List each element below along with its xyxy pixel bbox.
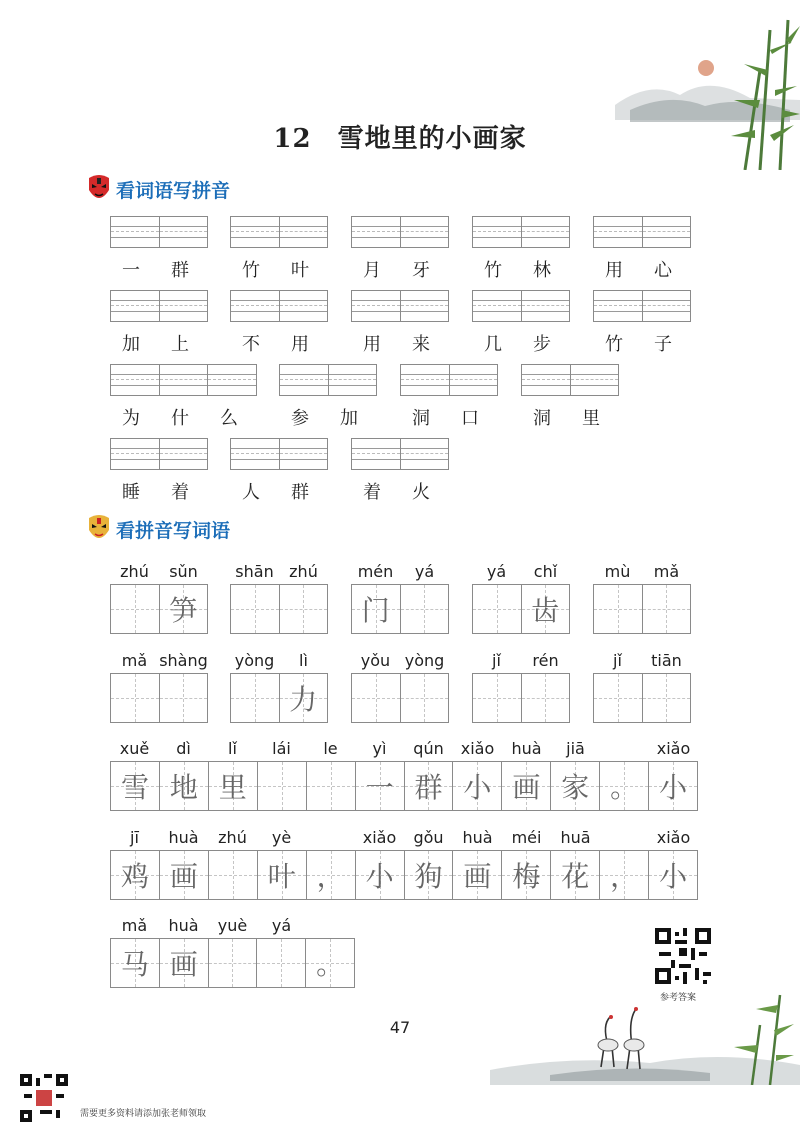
word-character: 来	[412, 334, 430, 355]
character-cell[interactable]	[258, 851, 307, 899]
pinyin-writing-grid[interactable]	[400, 364, 498, 396]
character-text: 画	[512, 771, 541, 804]
word-character: 竹	[242, 260, 260, 281]
character-cell[interactable]	[209, 851, 258, 899]
character-cell[interactable]	[111, 939, 160, 987]
section1-heading-text: 看词语写拼音	[116, 179, 231, 202]
pinyin-label: xiǎo	[656, 739, 691, 758]
word-character: 竹	[484, 260, 502, 281]
sentence-writing-grid[interactable]	[110, 938, 355, 988]
pinyin-label: yá	[414, 562, 435, 581]
pinyin-cell[interactable]	[352, 291, 401, 321]
pinyin-label: méi	[511, 828, 542, 847]
pinyin-label: yòng	[234, 651, 275, 670]
pinyin-writing-grid[interactable]	[593, 290, 691, 322]
word-writing-grid[interactable]	[472, 584, 570, 634]
character-cell[interactable]	[522, 585, 570, 633]
pinyin-label: xuě	[119, 739, 150, 758]
lesson-title	[0, 118, 800, 155]
word-writing-grid[interactable]	[593, 584, 691, 634]
pinyin-writing-grid[interactable]	[472, 290, 570, 322]
pinyin-writing-grid[interactable]	[279, 364, 377, 396]
pinyin-label: mǎ	[653, 562, 680, 581]
pinyin-cell[interactable]	[401, 365, 450, 395]
character-cell[interactable]	[231, 674, 280, 722]
pinyin-label: shàng	[159, 651, 208, 670]
character-text: 雪	[120, 771, 149, 804]
character-cell[interactable]	[473, 674, 522, 722]
pinyin-cell[interactable]	[594, 291, 643, 321]
pinyin-label: yuè	[217, 916, 248, 935]
lesson-name: 雪地里的小画家	[337, 124, 527, 154]
word-character: 一	[122, 260, 140, 281]
character-cell[interactable]	[306, 939, 354, 987]
character-cell[interactable]	[258, 762, 307, 810]
pinyin-label: huà	[462, 828, 493, 847]
pinyin-label: lǐ	[228, 739, 237, 758]
pinyin-writing-grid[interactable]	[351, 216, 449, 248]
character-text: 门	[361, 594, 390, 627]
pinyin-cell[interactable]	[280, 217, 328, 247]
word-character: 林	[533, 260, 551, 281]
pinyin-label: xiǎo	[460, 739, 495, 758]
pinyin-label: lì	[299, 651, 308, 670]
character-cell[interactable]	[160, 674, 208, 722]
word-character: 什	[171, 408, 189, 429]
character-text: 地	[169, 771, 198, 804]
word-writing-grid[interactable]	[351, 584, 449, 634]
character-cell[interactable]	[522, 674, 570, 722]
word-character: 步	[533, 334, 551, 355]
pinyin-label: yá	[486, 562, 507, 581]
pinyin-cell[interactable]	[111, 217, 160, 247]
word-character: 参	[291, 408, 309, 429]
word-character: 里	[582, 408, 600, 429]
pinyin-label: qún	[413, 739, 444, 758]
pinyin-label: tiān	[651, 651, 682, 670]
word-character: 么	[220, 408, 238, 429]
character-cell[interactable]	[453, 762, 502, 810]
word-writing-grid[interactable]	[110, 584, 208, 634]
character-cell[interactable]	[257, 939, 306, 987]
word-character: 竹	[605, 334, 623, 355]
word-character: 火	[412, 482, 430, 503]
character-text: ，	[316, 860, 345, 893]
pinyin-label: gǒu	[413, 828, 444, 847]
pinyin-cell[interactable]	[522, 217, 570, 247]
character-cell[interactable]	[352, 674, 401, 722]
pinyin-label: xiǎo	[656, 828, 691, 847]
character-text: 梅	[512, 860, 541, 893]
word-character: 上	[171, 334, 189, 355]
section2-heading-text: 看拼音写词语	[116, 519, 231, 542]
pinyin-label: yè	[271, 828, 292, 847]
pinyin-writing-grid[interactable]	[110, 364, 257, 396]
character-text: 齿	[531, 594, 560, 627]
character-cell[interactable]	[231, 585, 280, 633]
word-character: 群	[171, 260, 189, 281]
pinyin-cell[interactable]	[280, 439, 328, 469]
word-character: 着	[363, 482, 381, 503]
pinyin-writing-grid[interactable]	[593, 216, 691, 248]
word-character: 加	[340, 408, 358, 429]
character-cell[interactable]	[209, 762, 258, 810]
pinyin-cell[interactable]	[160, 291, 208, 321]
word-character: 洞	[412, 408, 430, 429]
pinyin-cell[interactable]	[473, 291, 522, 321]
character-text: 小	[659, 860, 688, 893]
sentence-writing-grid[interactable]	[110, 761, 698, 811]
pinyin-cell[interactable]	[111, 439, 160, 469]
character-cell[interactable]	[160, 585, 208, 633]
pinyin-cell[interactable]	[401, 291, 449, 321]
character-cell[interactable]	[600, 762, 649, 810]
pinyin-label: rén	[532, 651, 559, 670]
word-character: 加	[122, 334, 140, 355]
character-cell[interactable]	[643, 674, 691, 722]
character-cell[interactable]	[356, 762, 405, 810]
character-text: 画	[463, 860, 492, 893]
pinyin-label: jǐ	[613, 651, 622, 670]
pinyin-cell[interactable]	[594, 217, 643, 247]
character-cell[interactable]	[453, 851, 502, 899]
character-cell[interactable]	[551, 851, 600, 899]
pinyin-cell[interactable]	[231, 439, 280, 469]
word-writing-grid[interactable]	[472, 673, 570, 723]
pinyin-cell[interactable]	[352, 217, 401, 247]
word-character: 群	[291, 482, 309, 503]
pinyin-label: yá	[271, 916, 292, 935]
character-cell[interactable]	[405, 851, 454, 899]
sentence-writing-grid[interactable]	[110, 850, 698, 900]
pinyin-writing-grid[interactable]	[351, 290, 449, 322]
character-cell[interactable]	[280, 674, 328, 722]
character-text: 马	[120, 948, 149, 981]
character-cell[interactable]	[473, 585, 522, 633]
character-cell[interactable]	[356, 851, 405, 899]
word-character: 用	[605, 260, 623, 281]
answer-qr-code	[655, 928, 711, 984]
pinyin-label: shān	[235, 562, 274, 581]
pinyin-cell[interactable]	[522, 365, 571, 395]
opera-mask-red-icon	[86, 174, 112, 204]
character-cell[interactable]	[594, 674, 643, 722]
pinyin-label: huà	[168, 916, 199, 935]
character-cell[interactable]	[401, 585, 449, 633]
character-cell[interactable]	[649, 851, 697, 899]
character-text: 鸡	[120, 860, 149, 893]
character-text: 家	[561, 771, 590, 804]
character-text: 里	[218, 771, 247, 804]
pinyin-label: mén	[357, 562, 394, 581]
character-cell[interactable]	[111, 762, 160, 810]
pinyin-label: yòng	[404, 651, 445, 670]
character-cell[interactable]	[352, 585, 401, 633]
character-cell[interactable]	[280, 585, 328, 633]
word-character: 人	[242, 482, 260, 503]
pinyin-writing-grid[interactable]	[230, 216, 328, 248]
pinyin-label: huā	[560, 828, 591, 847]
pinyin-cell[interactable]	[473, 217, 522, 247]
word-character: 睡	[122, 482, 140, 503]
pinyin-label: zhú	[289, 562, 318, 581]
opera-mask-yellow-icon	[86, 514, 112, 544]
pinyin-label: chǐ	[533, 562, 558, 581]
word-character: 为	[122, 408, 140, 429]
character-text: 群	[414, 771, 443, 804]
character-text: 画	[169, 860, 198, 893]
section-heading-words-to-pinyin	[86, 174, 230, 204]
pinyin-label: mù	[604, 562, 631, 581]
character-cell[interactable]	[551, 762, 600, 810]
character-cell[interactable]	[209, 939, 258, 987]
character-cell[interactable]	[307, 762, 356, 810]
character-cell[interactable]	[160, 851, 209, 899]
pinyin-cell[interactable]	[352, 439, 401, 469]
pinyin-label: huà	[511, 739, 542, 758]
pinyin-label: le	[323, 739, 338, 758]
pinyin-label: mǎ	[121, 916, 148, 935]
word-character: 着	[171, 482, 189, 503]
character-text: 小	[365, 860, 394, 893]
word-character: 不	[242, 334, 260, 355]
character-text: 。	[316, 948, 345, 981]
word-character: 子	[654, 334, 672, 355]
word-character: 月	[363, 260, 381, 281]
qr-code-label: 参考答案	[660, 993, 697, 1003]
character-cell[interactable]	[111, 585, 160, 633]
word-character: 用	[363, 334, 381, 355]
character-text: 画	[169, 948, 198, 981]
pinyin-cell[interactable]	[329, 365, 377, 395]
pinyin-writing-grid[interactable]	[472, 216, 570, 248]
pinyin-label: mǎ	[121, 651, 148, 670]
pinyin-cell[interactable]	[231, 291, 280, 321]
word-character: 心	[654, 260, 672, 281]
character-cell[interactable]	[502, 851, 551, 899]
pinyin-label: jiā	[566, 739, 585, 758]
word-character: 口	[461, 408, 479, 429]
pinyin-cell[interactable]	[643, 217, 691, 247]
pinyin-label: sǔn	[169, 562, 198, 581]
character-text: 小	[659, 771, 688, 804]
pinyin-writing-grid[interactable]	[110, 290, 208, 322]
word-character: 洞	[533, 408, 551, 429]
word-writing-grid[interactable]	[110, 673, 208, 723]
word-writing-grid[interactable]	[230, 673, 328, 723]
pinyin-cell[interactable]	[401, 217, 449, 247]
pinyin-label: zhú	[120, 562, 149, 581]
pinyin-cell[interactable]	[643, 291, 691, 321]
character-text: 叶	[267, 860, 296, 893]
character-cell[interactable]	[600, 851, 649, 899]
character-cell[interactable]	[160, 939, 209, 987]
character-text: 花	[561, 860, 590, 893]
pinyin-cell[interactable]	[160, 439, 208, 469]
pinyin-label: yǒu	[360, 651, 391, 670]
character-text: 狗	[414, 860, 443, 893]
character-cell[interactable]	[111, 674, 160, 722]
pinyin-cell[interactable]	[280, 291, 328, 321]
character-text: ，	[610, 860, 639, 893]
pinyin-cell[interactable]	[450, 365, 498, 395]
pinyin-writing-grid[interactable]	[110, 438, 208, 470]
cranes-bamboo-decoration	[490, 985, 800, 1085]
section-heading-pinyin-to-words	[86, 514, 230, 544]
pinyin-writing-grid[interactable]	[230, 290, 328, 322]
character-text: 力	[289, 683, 318, 716]
word-character: 叶	[291, 260, 309, 281]
word-writing-grid[interactable]	[230, 584, 328, 634]
pinyin-cell[interactable]	[401, 439, 449, 469]
footer-text: 需要更多资料请添加张老师领取	[80, 1109, 207, 1119]
character-cell[interactable]	[401, 674, 449, 722]
pinyin-label: yì	[372, 739, 387, 758]
character-text: 一	[365, 771, 394, 804]
character-cell[interactable]	[502, 762, 551, 810]
word-character: 用	[291, 334, 309, 355]
character-cell[interactable]	[643, 585, 691, 633]
word-character: 牙	[412, 260, 430, 281]
character-cell[interactable]	[649, 762, 697, 810]
character-cell[interactable]	[111, 851, 160, 899]
pinyin-label: jǐ	[492, 651, 501, 670]
footer-qr-code	[20, 1074, 68, 1122]
pinyin-label: zhú	[218, 828, 247, 847]
pinyin-cell[interactable]	[571, 365, 619, 395]
pinyin-writing-grid[interactable]	[351, 438, 449, 470]
lesson-number: 12	[273, 124, 312, 154]
word-writing-grid[interactable]	[351, 673, 449, 723]
character-text: 笋	[169, 594, 198, 627]
pinyin-label: dì	[176, 739, 191, 758]
pinyin-cell[interactable]	[280, 365, 329, 395]
character-cell[interactable]	[307, 851, 356, 899]
word-character: 几	[484, 334, 502, 355]
pinyin-cell[interactable]	[208, 365, 256, 395]
character-text: 。	[610, 771, 639, 804]
pinyin-cell[interactable]	[111, 365, 160, 395]
character-cell[interactable]	[405, 762, 454, 810]
pinyin-writing-grid[interactable]	[230, 438, 328, 470]
pinyin-label: lái	[272, 739, 291, 758]
pinyin-label: huà	[168, 828, 199, 847]
pinyin-cell[interactable]	[522, 291, 570, 321]
character-cell[interactable]	[160, 762, 209, 810]
pinyin-cell[interactable]	[160, 365, 209, 395]
pinyin-cell[interactable]	[111, 291, 160, 321]
pinyin-writing-grid[interactable]	[110, 216, 208, 248]
word-writing-grid[interactable]	[593, 673, 691, 723]
page-number: 47	[389, 1018, 411, 1037]
pinyin-cell[interactable]	[231, 217, 280, 247]
character-text: 小	[463, 771, 492, 804]
pinyin-label: xiǎo	[362, 828, 397, 847]
pinyin-cell[interactable]	[160, 217, 208, 247]
character-cell[interactable]	[594, 585, 643, 633]
pinyin-label: jī	[130, 828, 139, 847]
pinyin-writing-grid[interactable]	[521, 364, 619, 396]
